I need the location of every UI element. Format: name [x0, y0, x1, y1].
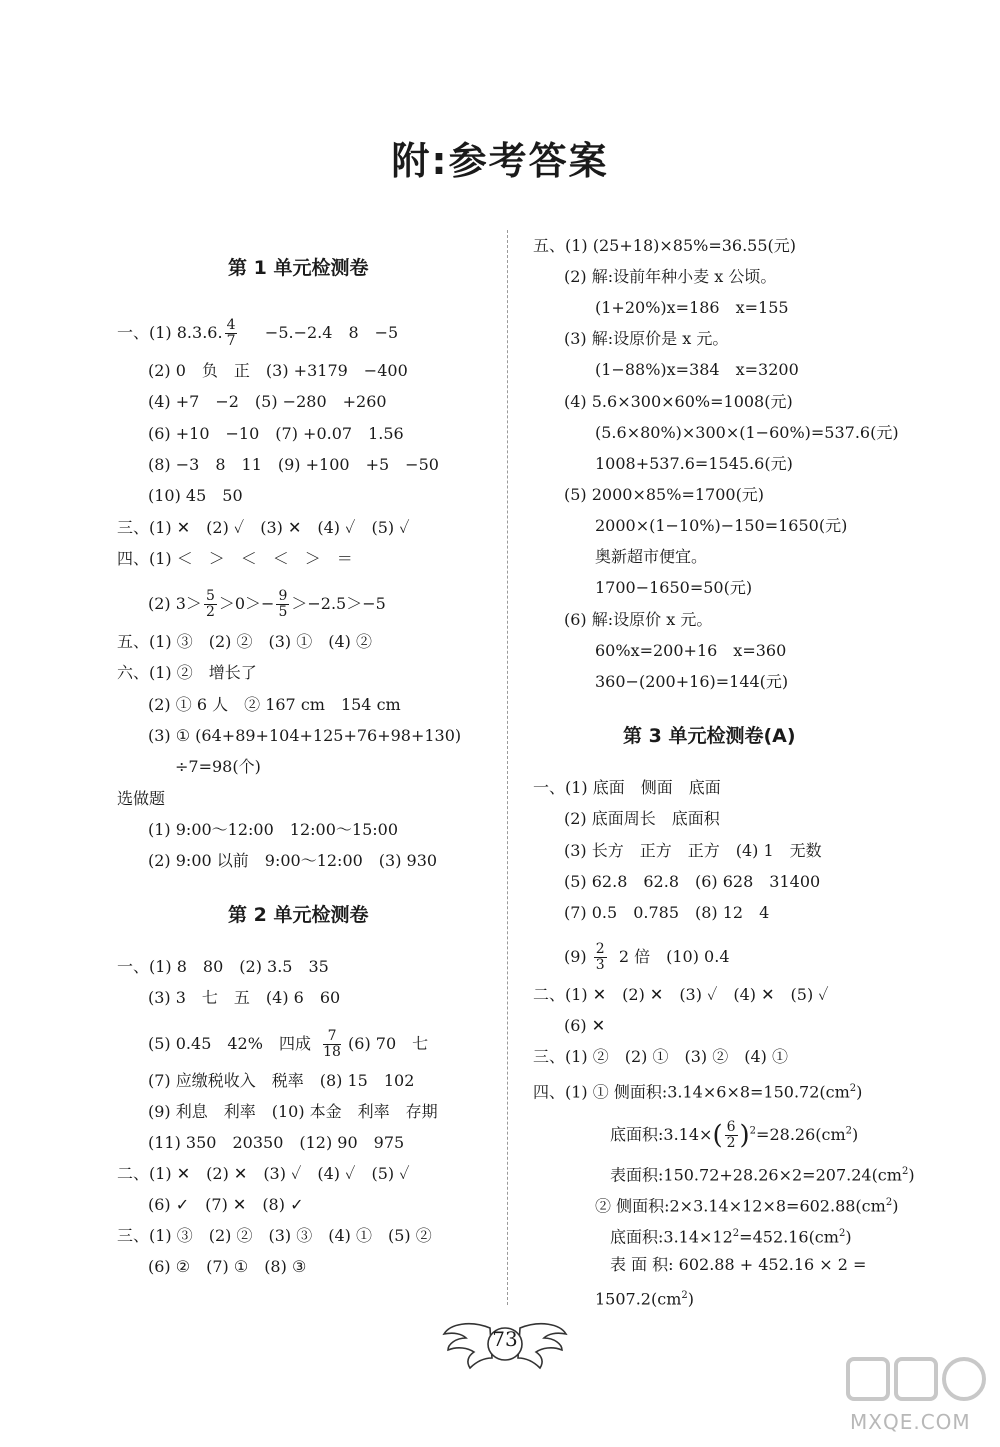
answer-text: ) — [845, 1227, 852, 1247]
answer-line: (6) ✓ (7) ✕ (8) ✓ — [148, 1195, 304, 1214]
answer-line: 奥新超市便宜。 — [595, 547, 708, 566]
answer-line: 三、(1) ③ (2) ② (3) ③ (4) ① (5) ② — [117, 1226, 432, 1245]
answer-line: 表 面 积: 602.88 + 452.16 × 2 = — [610, 1255, 867, 1274]
answer-line: (6) +10 −10 (7) +0.07 1.56 — [148, 424, 404, 443]
answer-line: 五、(1) ③ (2) ② (3) ① (4) ② — [117, 632, 373, 651]
answer-line: ÷7=98(个) — [175, 757, 261, 776]
fraction — [276, 589, 289, 620]
fraction-denominator: 7 — [226, 333, 236, 349]
answer-line — [610, 1120, 858, 1151]
answer-line: (4) +7 −2 (5) −280 +260 — [148, 392, 387, 411]
answer-text: =452.16(cm — [739, 1227, 839, 1247]
answer-line — [610, 1223, 852, 1248]
fraction — [323, 1029, 341, 1060]
fraction-denominator: 2 — [205, 604, 215, 620]
answer-line: (7) 0.5 0.785 (8) 12 4 — [564, 903, 770, 922]
answer-text: ＞0＞− — [218, 594, 275, 613]
answer-line — [148, 1029, 428, 1060]
answer-line: 60%x=200+16 x=360 — [595, 641, 787, 660]
answer-line: (2) 0 负 正 (3) +3179 −400 — [148, 361, 408, 380]
fraction — [725, 1120, 738, 1151]
answer-text: (2) 3＞ — [148, 594, 202, 613]
answer-line: (1) 9:00～12:00 12:00～15:00 — [148, 820, 399, 839]
fraction — [204, 589, 217, 620]
answer-line — [117, 318, 398, 349]
answer-line — [610, 1161, 915, 1186]
fraction-numerator: 2 — [595, 941, 605, 957]
superscript: 2 — [838, 1228, 846, 1239]
superscript: 2 — [849, 1083, 857, 1094]
superscript: 2 — [901, 1166, 909, 1177]
paren-right: ) — [739, 1120, 750, 1151]
fraction-numerator: 5 — [205, 588, 215, 604]
answer-line: (11) 350 20350 (12) 90 975 — [148, 1133, 405, 1152]
unit1-heading: 第 1 单元检测卷 — [228, 257, 369, 279]
answer-text: 一、(1) 8.3.6. — [117, 323, 223, 342]
answer-text: ＞−2.5＞−5 — [291, 594, 386, 613]
fraction — [225, 318, 238, 349]
answer-line: (3) ① (64+89+104+125+76+98+130) — [148, 726, 462, 745]
fraction-numerator: 6 — [726, 1119, 736, 1135]
answer-line: (2) 底面周长 底面积 — [564, 809, 720, 828]
answer-text: (6) 70 七 — [348, 1034, 429, 1053]
answer-line — [564, 942, 730, 973]
answer-line: 四、(1) ＜ ＞ ＜ ＜ ＞ ＝ — [117, 549, 353, 568]
answer-line — [595, 1285, 694, 1310]
paren-left: ( — [712, 1120, 723, 1151]
superscript: 2 — [885, 1197, 893, 1208]
answer-line: (6) ② (7) ① (8) ③ — [148, 1257, 307, 1276]
answer-line: (10) 45 50 — [148, 486, 243, 505]
answer-line: 2000×(1−10%)−150=1650(元) — [595, 516, 848, 535]
answer-line: (2) 解:设前年种小麦 x 公顷。 — [564, 267, 777, 286]
superscript: 2 — [732, 1228, 740, 1239]
answer-line: 选做题 — [117, 789, 166, 808]
answer-text: 底面积:3.14× — [610, 1125, 713, 1144]
answer-text: ) — [687, 1289, 694, 1309]
answer-line: 360−(200+16)=144(元) — [595, 672, 789, 691]
answer-line: 一、(1) 8 80 (2) 3.5 35 — [117, 957, 329, 976]
answer-text: 表面积:150.72+28.26×2=207.24(cm — [610, 1165, 902, 1185]
answer-line: 二、(1) ✕ (2) ✕ (3) ✓ (4) ✕ (5) ✓ — [533, 985, 829, 1004]
answer-line: (5.6×80%)×300×(1−60%)=537.6(元) — [595, 423, 899, 442]
answer-text: (9) — [564, 947, 587, 966]
answer-line: (5) 62.8 62.8 (6) 628 31400 — [564, 872, 821, 891]
answer-line: 1700−1650=50(元) — [595, 578, 753, 597]
answer-line: 三、(1) ✕ (2) ✓ (3) ✕ (4) ✓ (5) ✓ — [117, 518, 410, 537]
answer-line: (3) 3 七 五 (4) 6 60 — [148, 988, 341, 1007]
answer-text: 2 倍 (10) 0.4 — [618, 947, 730, 966]
answer-line: 一、(1) 底面 侧面 底面 — [533, 778, 721, 797]
answer-line: (6) 解:设原价 x 元。 — [564, 610, 713, 629]
answer-line — [595, 1192, 898, 1217]
answer-line: (2) 9:00 以前 9:00～12:00 (3) 930 — [148, 851, 438, 870]
answer-line: (3) 解:设原价是 x 元。 — [564, 329, 729, 348]
answer-text: 四、(1) ① 侧面积:3.14×6×8=150.72(cm — [533, 1082, 850, 1102]
answer-line: (6) ✕ — [564, 1016, 606, 1035]
answer-line: 六、(1) ② 增长了 — [117, 663, 257, 682]
fraction-numerator: 7 — [323, 1029, 341, 1045]
unit3-heading: 第 3 单元检测卷(A) — [623, 725, 796, 747]
answer-text: ) — [892, 1196, 899, 1216]
page-title: 附:参考答案 — [391, 139, 609, 183]
answer-text: −5.−2.4 8 −5 — [264, 323, 399, 342]
superscript: 2 — [749, 1125, 757, 1137]
page-number: 73 — [492, 1327, 518, 1351]
answer-text: 底面积:3.14×12 — [610, 1227, 733, 1247]
answer-line: 1008+537.6=1545.6(元) — [595, 454, 793, 473]
answer-text: ② 侧面积:2×3.14×12×8=602.88(cm — [595, 1196, 886, 1216]
answer-line: (8) −3 8 11 (9) +100 +5 −50 — [148, 455, 439, 474]
fraction-denominator: 18 — [323, 1044, 341, 1060]
answer-line — [148, 589, 386, 620]
answer-text: (5) 0.45 42% 四成 — [148, 1034, 311, 1053]
fraction-numerator: 4 — [226, 317, 236, 333]
unit2-heading: 第 2 单元检测卷 — [228, 904, 369, 926]
answer-text: ) — [852, 1125, 859, 1144]
fraction-denominator: 3 — [595, 957, 605, 973]
answer-line: (3) 长方 正方 正方 (4) 1 无数 — [564, 841, 822, 860]
watermark-text: MXQE.COM — [850, 1410, 971, 1434]
fraction-numerator: 9 — [278, 588, 288, 604]
superscript: 2 — [681, 1290, 688, 1301]
answer-line: 三、(1) ② (2) ① (3) ② (4) ① — [533, 1047, 789, 1066]
answer-line: (2) ① 6 人 ② 167 cm 154 cm — [148, 695, 401, 714]
answer-line: (5) 2000×85%=1700(元) — [564, 485, 765, 504]
answer-line: (1−88%)x=384 x=3200 — [595, 360, 799, 379]
answer-line: 五、(1) (25+18)×85%=36.55(元) — [533, 236, 797, 255]
fraction — [594, 942, 607, 973]
fraction-denominator: 5 — [278, 604, 288, 620]
answer-line: (4) 5.6×300×60%=1008(元) — [564, 392, 793, 411]
answer-text: ) — [856, 1082, 863, 1102]
answer-text: 1507.2(cm — [595, 1289, 682, 1309]
superscript: 2 — [845, 1125, 853, 1137]
fraction-denominator: 2 — [726, 1135, 736, 1151]
answer-text: =28.26(cm — [756, 1125, 846, 1144]
column-divider — [507, 230, 508, 1305]
answer-line — [533, 1078, 862, 1103]
answer-line: (1+20%)x=186 x=155 — [595, 298, 789, 317]
answer-line: 二、(1) ✕ (2) ✕ (3) ✓ (4) ✓ (5) ✓ — [117, 1164, 410, 1183]
answer-line: (9) 利息 利率 (10) 本金 利率 存期 — [148, 1102, 438, 1121]
answer-text: ) — [908, 1165, 915, 1185]
answer-line: (7) 应缴税收入 税率 (8) 15 102 — [148, 1071, 415, 1090]
